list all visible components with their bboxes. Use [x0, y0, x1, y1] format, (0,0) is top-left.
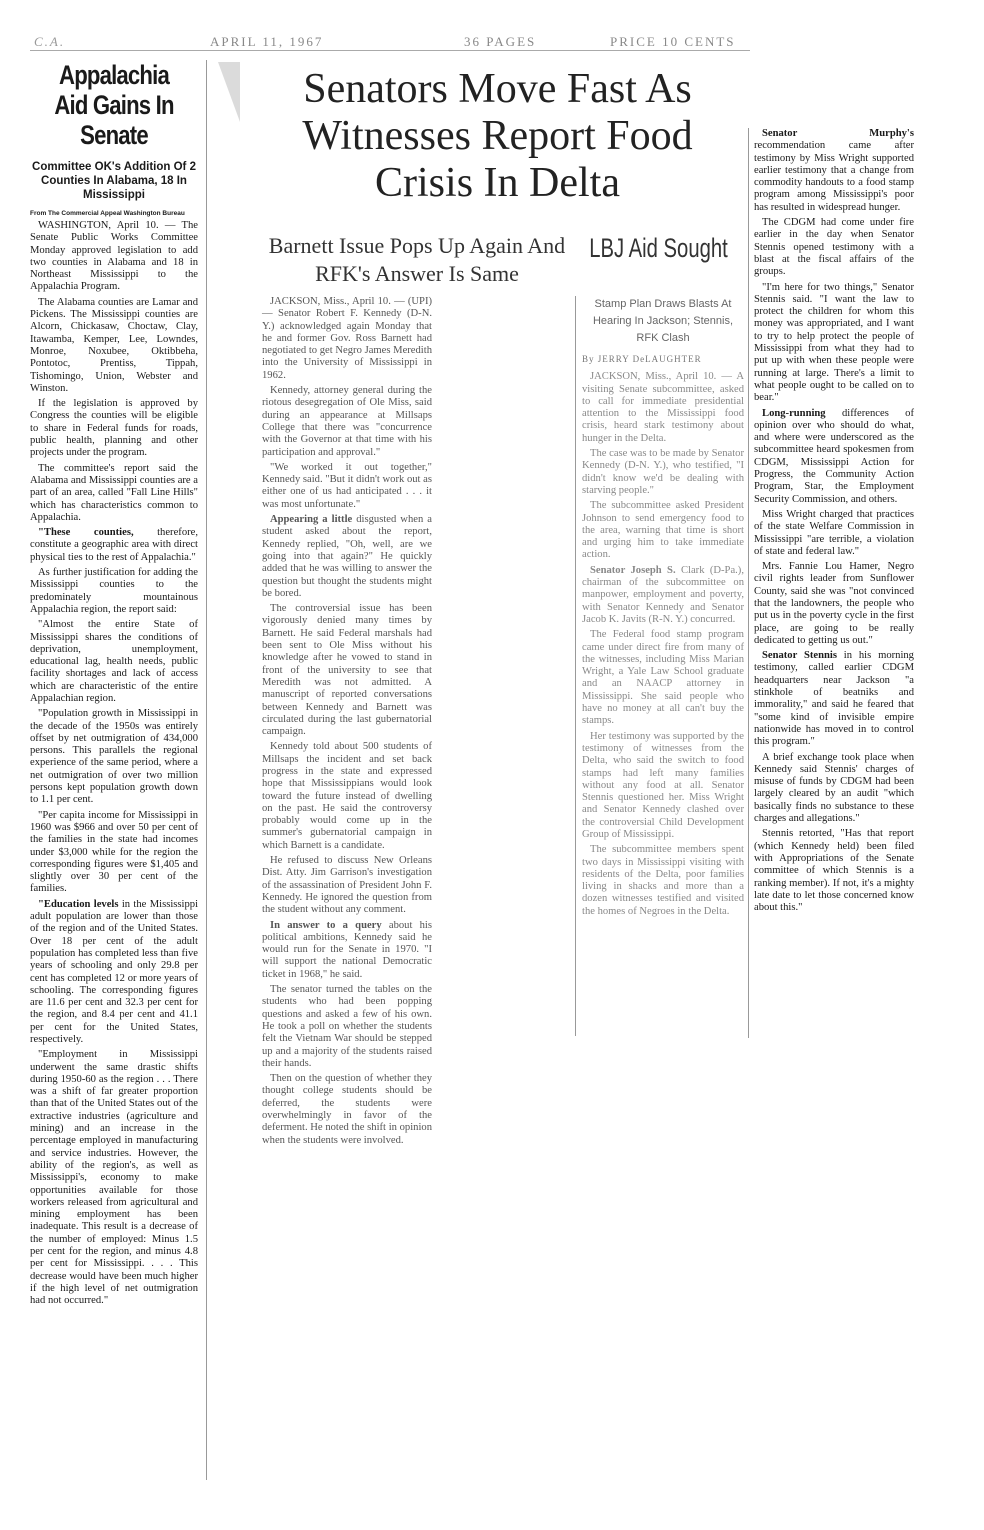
paragraph-lead: "Education levels — [38, 898, 119, 910]
column-rule — [748, 128, 749, 1038]
paragraph: Mrs. Fannie Lou Hamer, Negro civil rights leader from Sunflower County, said she was "not convinced that the landowners, the people who put us in the poverty cycle in the first place, are going to be really dedicated to getting us out." — [754, 561, 914, 646]
lbj-subheadline: LBJ Aid Sought — [589, 233, 728, 263]
paragraph: The controversial issue has been vigorously denied many times by Barnett. He said Federal marshals had been sent to Ole Miss without his knowledge after he vowed to stand in front of the university to see that Meredith was not admitted. A manuscript of reported conversations between Kennedy and Barnett was circulated during the last gubernatorial campaign. — [262, 603, 432, 738]
paragraph-body: therefore, constitute a geographic area with direct physical ties to the rest of Appalachia." — [30, 527, 198, 563]
paragraph: He refused to discuss New Orleans Dist. Atty. Jim Garrison's investigation of the assassination of President John F. Kennedy. He ignored the question from the student without any comment. — [262, 855, 432, 916]
paragraph-body: recommendation came after testimony by Miss Wright supported earlier testimony that a change from commodity handouts to a food stamp program among Mississippi's poor has resulted in widespread hunger. — [754, 140, 914, 213]
paragraph: JACKSON, Miss., April 10. — (UPI) — Senator Robert F. Kennedy (D-N. Y.) acknowledged again Monday that he and former Gov. Ross Barnett had negotiated to get Negro James Meredith into the University of Mississippi in 1962. — [262, 296, 432, 381]
paragraph-body: differences of opinion over who should do what, and where were underscored as the subcommittee heard spokesmen from CDGM, Mississippi Action for Progress, the Community Action Program, Star, the Employment Security Commission, and others. — [754, 407, 914, 505]
paragraph — [754, 128, 914, 214]
byline: By JERRY DeLAUGHTER — [582, 354, 702, 364]
paragraph: Stennis retorted, "Has that report (which Kennedy held) been filed with Appropriations of the Senate committee of which Stennis is a ranking member). If not, it's a mighty late date to let those concerned know about this." — [754, 828, 914, 914]
corner-stamp — [218, 62, 240, 122]
appalachia-headline: Appalachia Aid Gains In Senate — [54, 60, 174, 150]
paragraph-lead: Appearing a little — [270, 514, 353, 526]
paragraph: The Alabama counties are Lamar and Pickens. The Mississippi counties are Alcorn, Chickasaw, Choctaw, Clay, Itawamba, Kemper, Lee, Lowndes, Monroe, Noxubee, Oktibbeha, Pontotoc, Prentiss, Tippah, Tishomingo, Union, Webster and Winston. — [30, 296, 198, 394]
paragraph-lead: "These counties, — [38, 527, 134, 539]
stennis-article — [754, 128, 914, 917]
paragraph-body: about his political ambitions, Kennedy said he would run for the Senate in 1970. "I will support the national Democratic ticket in 1968," he said. — [262, 919, 433, 980]
paragraph-lead: Senator Murphy's — [762, 128, 914, 139]
paragraph: JACKSON, Miss., April 10. — A visiting Senate subcommittee, asked to call for immediate presidential attention to the Mississippi food crisis, heard stark testimony about hunger in the Delta. — [582, 371, 744, 444]
paragraph — [30, 899, 198, 1047]
paragraph: Kennedy, attorney general during the riotous desegregation of Ole Miss, said during an appearance at Millsaps College that there was "concurrence with the Governor at that time with his participation and approval." — [262, 385, 432, 458]
paragraph: Kennedy told about 500 students of Millsaps the incident and set back progress in the state and expressed hope that Mississippians would look toward the future instead of dwelling on the past. He said the controversy probably would come up in the summer's gubernatorial campaign in which Barnett is a candidate. — [262, 741, 432, 851]
paragraph: "I'm here for two things," Senator Stennis said. "I want the law to protect the children for whom this money was appropriated, and I want to try to help protect the people of Mississippi from what they had to put up with when these people were running at large. There's a limit to what people ought to be called on to bear." — [754, 281, 914, 404]
paragraph: "Population growth in Mississippi in the decade of the 1950s was entirely offset by net outmigration of 434,000 persons. This parallels the regional experience of the same period, where a net outmigration of over two million persons kept population growth down to 1.1 per cent. — [30, 708, 198, 806]
paragraph-body: disgusted when a student asked about the report, Kennedy replied, "Oh, well, are we going into that again?" He quickly added that he was willing to answer the question but thought the students might be bored. — [262, 514, 432, 599]
paragraph: Miss Wright charged that practices of the state Welfare Commission in Mississippi "are terrible, a violation of state and federal law." — [754, 508, 914, 557]
paragraph — [582, 565, 744, 626]
paragraph — [262, 920, 432, 981]
paragraph-body: in the Mississippi adult population are lower than those of the region and of the United States. Over 18 per cent of the adult population has completed less than five years of schooling and only 29.8 per cent has completed 12 or more years of schooling. The corresponding figures are 11.6 per cent and 32.3 per cent for the region, and 8.4 per cent and 41.1 per cent for the United States, respectively. — [30, 898, 199, 1045]
paragraph — [754, 408, 914, 506]
appalachia-article — [30, 60, 198, 1311]
paragraph: "Per capita income for Mississippi in 1960 was $966 and over 50 per cent of the families in the state had incomes under $3,000 while for the region the corresponding figures were $1,405 and slightly over 30 per cent of the families. — [30, 809, 198, 895]
barnett-subheadline: Barnett Issue Pops Up Again And RFK's Answer Is Same — [268, 233, 566, 286]
paragraph: "Almost the entire State of Mississippi shares the conditions of deprivation, unemployment, educational lag, health needs, public facility shortages and lack of access which are characteristic of the entire Appalachian region. — [30, 619, 198, 704]
paragraph: The subcommittee members spent two days in Mississippi visiting with residents of the Delta, poor families living in shacks and more than a dozen witnesses testified and visited the homes of Negroes in the Delta. — [582, 844, 744, 917]
main-headline: Senators Move Fast As Witnesses Report Food Crisis In Delta — [302, 66, 693, 206]
paragraph — [754, 650, 914, 748]
column-rule — [206, 60, 207, 1480]
paragraph: The Federal food stamp program came under direct fire from many of the witnesses, including Miss Marian Wright, a Yale Law School graduate and an NAACP attorney in Mississippi. She said people who have no money at all can't buy the stamps. — [582, 629, 744, 727]
paragraph: As further justification for adding the Mississippi counties to the predominately mountainous Appalachia region, the report said: — [30, 567, 198, 615]
paragraph: The senator turned the tables on the students who had been popping questions and asked a few of his own. He took a poll on whether the students felt the Vietnam War should be stepped up and a majority of the students raised their hands. — [262, 984, 432, 1069]
paragraph: The case was to be made by Senator Kennedy (D-N. Y.), who testified, "I didn't know we'd be dealing with starving people." — [582, 448, 744, 496]
paragraph: The CDGM had come under fire earlier in the day when Senator Stennis opened testimony with a blast at the fiscal affairs of the groups. — [754, 217, 914, 278]
paragraph-body: Clark (D-Pa.), chairman of the subcommittee on manpower, employment and poverty, with Senator Kennedy and Senator Jacob K. Javits (R-N. Y.) concurred. — [582, 564, 744, 625]
lbj-deck: Stamp Plan Draws Blasts At Hearing In Jackson; Stennis, RFK Clash — [592, 298, 734, 344]
paragraph-body: in his morning testimony, called earlier CDGM headquarters near Jackson "a stinkhole of beatniks and immorality," and said he feared that "some kind of invisible empire nationwide has moved in to control this program." — [754, 650, 914, 748]
paragraph-lead: Senator Joseph S. — [590, 564, 676, 576]
paragraph: A brief exchange took place when Kennedy said Stennis' charges of misuse of funds by CDGM had been largely cleared by an audit "which basically finds no substance to these charges and allegations." — [754, 751, 914, 825]
paragraph: The committee's report said the Alabama and Mississippi counties are a part of an area, called "Fall Line Hills" which has characteristics common to Appalachia. — [30, 462, 198, 523]
paragraph-lead: In answer to a query — [270, 919, 382, 931]
paragraph: Her testimony was supported by the testimony of witnesses from the Delta, who said the switch to food stamps had left many families without any food at all. Senator Stennis questioned her. Miss Wright and Senator Kennedy clashed over the controversial Child Development Group of Mississippi. — [582, 730, 744, 840]
paragraph — [30, 527, 198, 564]
paragraph — [262, 514, 432, 600]
masthead-mark: C.A. — [34, 34, 66, 49]
masthead-pages: 36 PAGES — [464, 34, 537, 49]
appalachia-credit: From The Commercial Appeal Washington Bureau — [30, 210, 185, 217]
paragraph: "We worked it out together," Kennedy said. "But it didn't work out as either one of us had anticipated . . . it was most unfortunate." — [262, 461, 432, 510]
paragraph-lead: Senator Stennis — [762, 650, 837, 662]
paragraph: If the legislation is approved by Congress the counties will be eligible to share in Federal funds for roads, public health, planning and other projects under the program. — [30, 398, 198, 459]
masthead-date: APRIL 11, 1967 — [210, 34, 324, 49]
paragraph: The subcommittee asked President Johnson to send emergency food to the area, warning that time is short and urging him to take immediate action. — [582, 500, 744, 561]
paragraph-lead: Long-running — [762, 407, 826, 419]
masthead-price: PRICE 10 CENTS — [610, 34, 736, 49]
paragraph: Then on the question of whether they thought college students should be deferred, the students were overwhelmingly in favor of the deferment. He noted the shift in opinion when the students were involved. — [262, 1073, 432, 1146]
paragraph: "Employment in Mississippi underwent the same drastic shifts during 1950-60 as the region . . . There was a shift of far greater proportion than that of the United States out of the extractive industries (agriculture and mining) and an increase in the percentage employed in manufacturing and service industries. However, the ability of the region's, as well as Mississippi's, economy to make opportunities available for those workers released from agricultural and mining employment has been inadequate. This result is a decrease of the number of employed: Minus 1.5 per cent for the region, and minus 4.8 per cent for Mississippi. . . . This decrease would have been much higher if the high level of net outmigration had not occurred." — [30, 1049, 198, 1307]
paragraph: WASHINGTON, April 10. — The Senate Public Works Committee Monday approved legislation to add two counties in Alabama and 18 in Northeast Mississippi to the Appalachia Program. — [30, 220, 198, 293]
lbj-article — [582, 296, 744, 921]
barnett-article — [262, 296, 432, 1150]
column-rule — [575, 296, 576, 1036]
appalachia-deck: Committee OK's Addition Of 2 Counties In Alabama, 18 In Mississippi — [32, 161, 196, 201]
masthead-rule — [30, 50, 750, 51]
